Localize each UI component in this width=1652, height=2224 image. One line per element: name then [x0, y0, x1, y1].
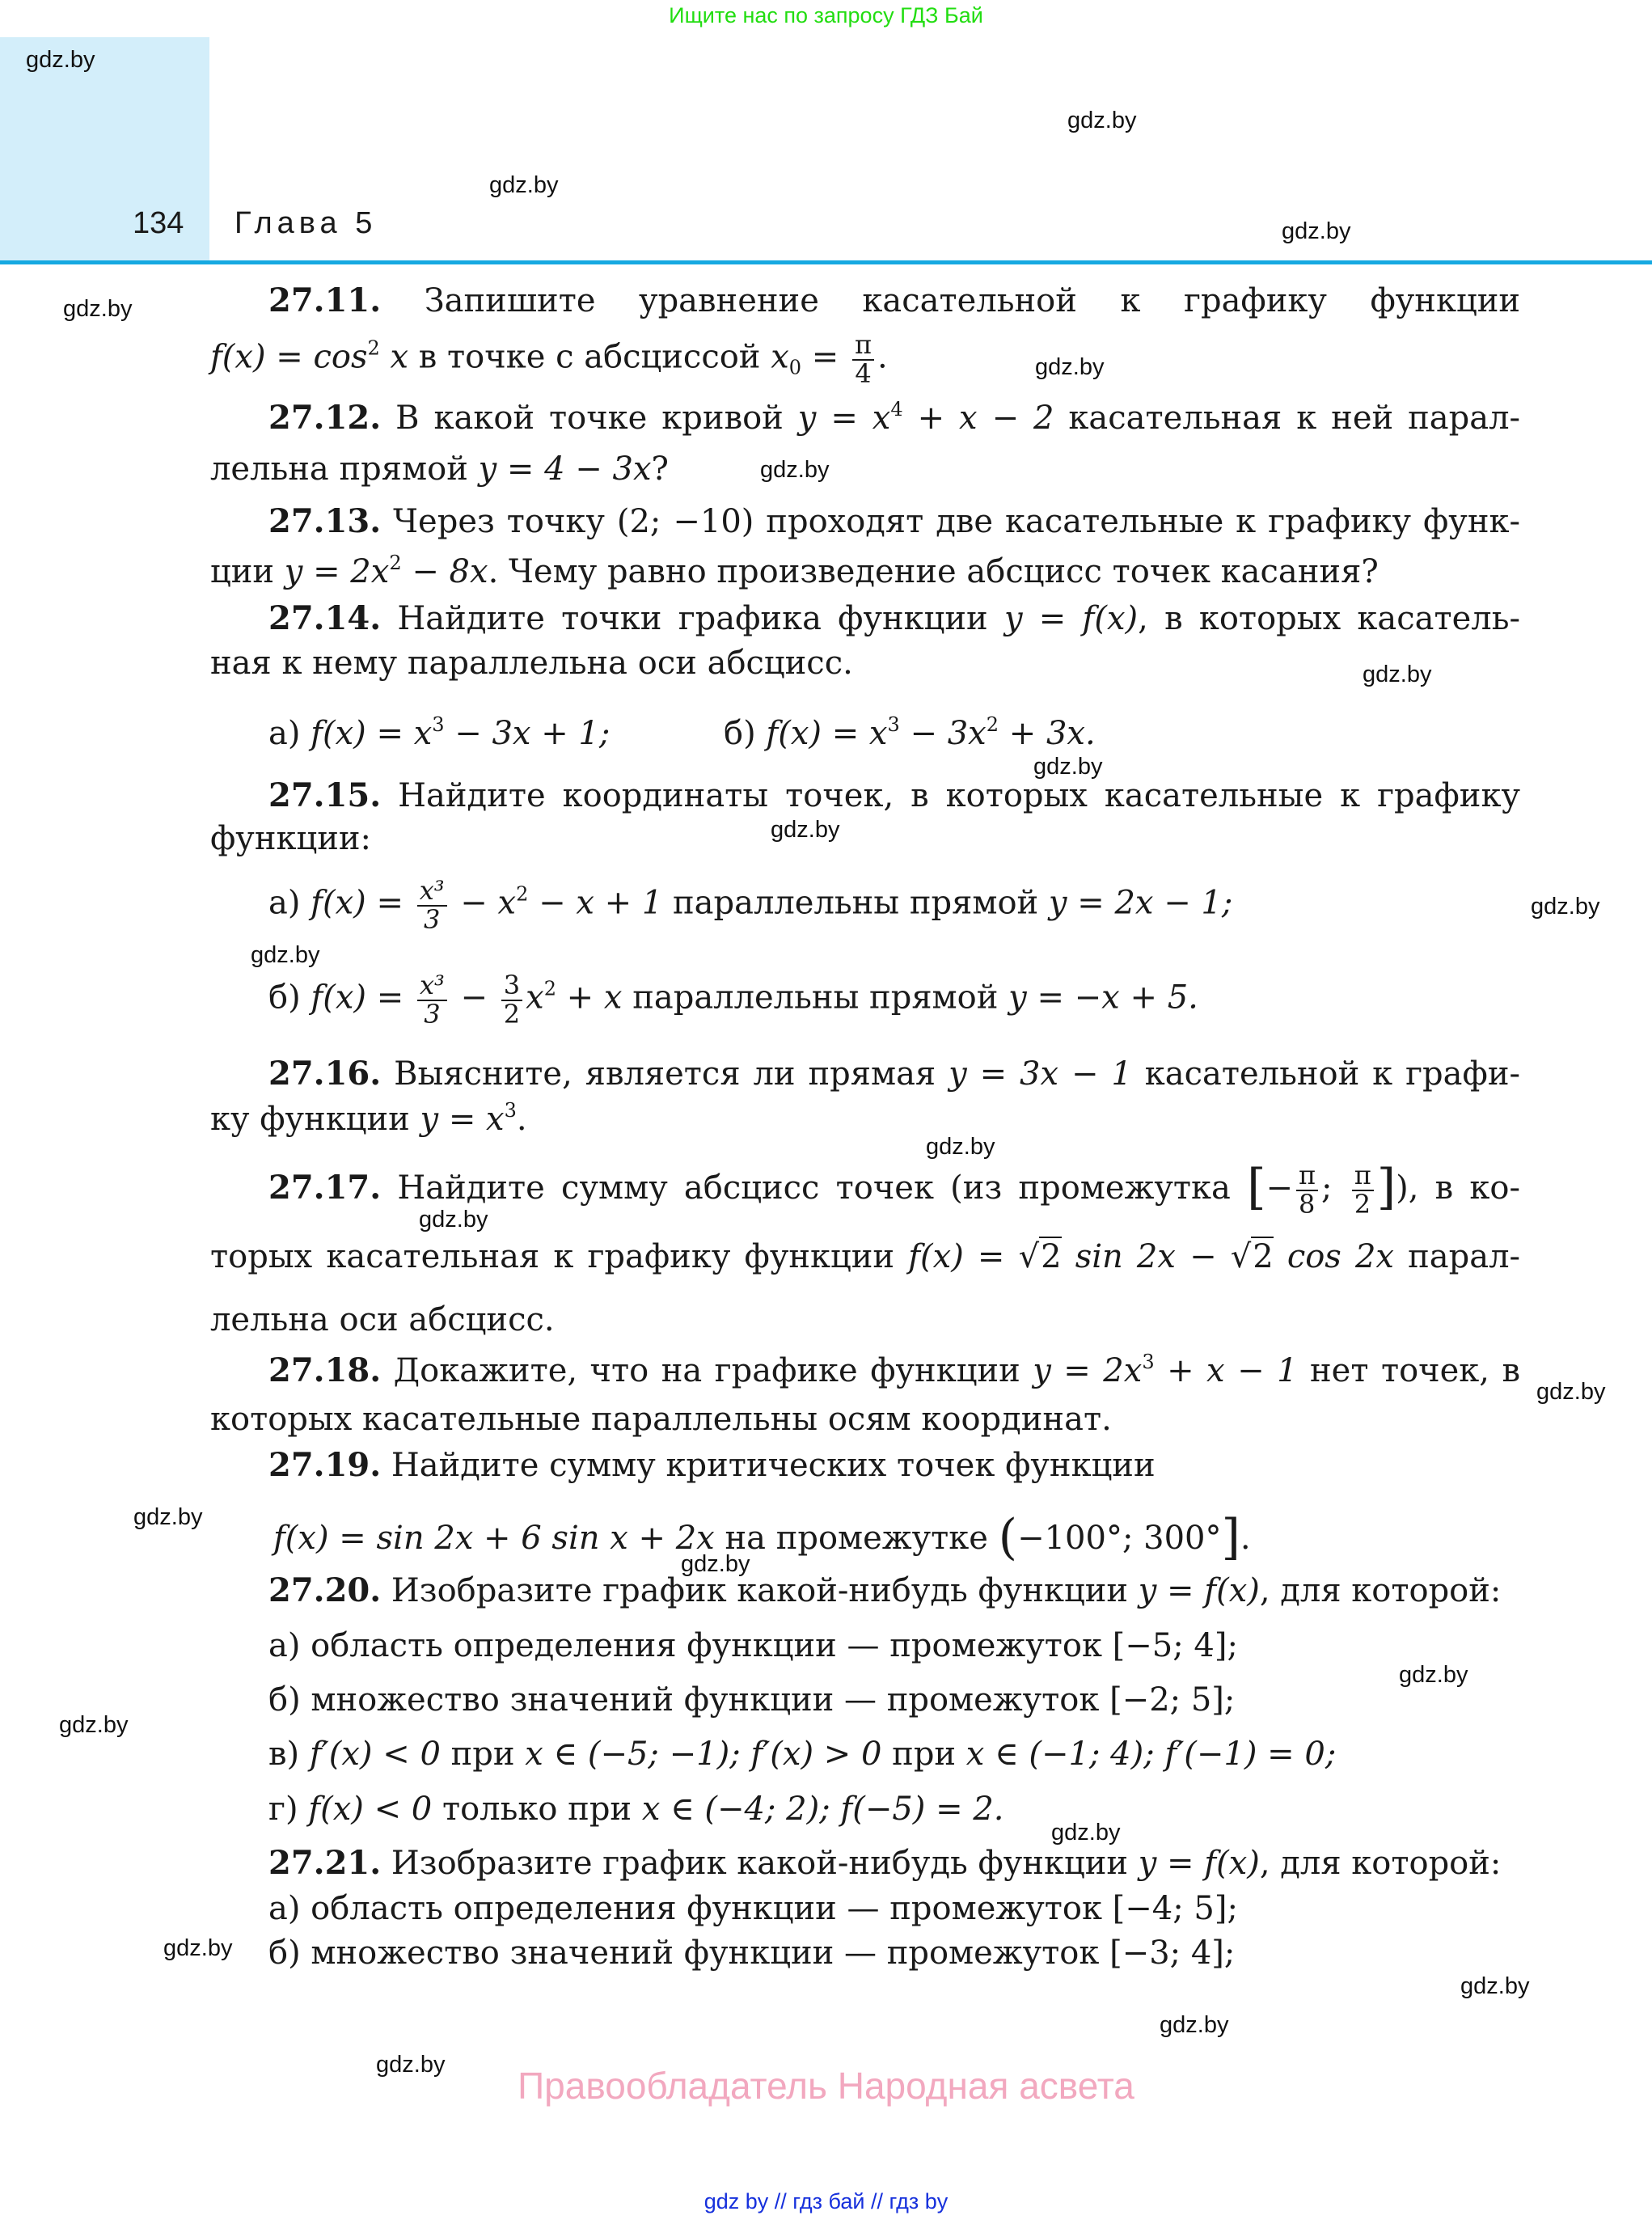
- math: f(x) = sin 2x + 6 sin x + 2x: [273, 1520, 715, 1557]
- watermark: gdz.by: [1051, 1820, 1121, 1846]
- watermark: gdz.by: [1536, 1379, 1606, 1405]
- problem-27-13-line2: [210, 554, 1379, 590]
- watermark: gdz.by: [760, 457, 830, 483]
- math: x: [526, 979, 544, 1017]
- denominator: 3: [423, 903, 441, 935]
- watermark: gdz.by: [63, 296, 133, 322]
- math: 3: [504, 1099, 517, 1122]
- problem-27-21: [210, 1846, 1501, 1881]
- numerator: 3: [501, 972, 522, 1001]
- math: y = 2x: [284, 553, 390, 590]
- problem-number: 27.14.: [268, 599, 382, 637]
- math: y = 2x − 1;: [1048, 884, 1233, 922]
- watermark: gdz.by: [376, 2052, 446, 2078]
- problem-text: Найдите координаты точек, в которых касательные к графику: [381, 777, 1520, 814]
- problem-27-15: [210, 778, 1520, 814]
- math: y = f(x): [1138, 1845, 1260, 1882]
- math: sin 2x − √: [1061, 1238, 1252, 1275]
- math: ;: [1321, 1169, 1349, 1207]
- math: x ∈ (−5; −1); f′(x) > 0: [525, 1736, 882, 1773]
- math: f(x) = √: [908, 1238, 1040, 1275]
- denominator: 3: [424, 998, 441, 1030]
- problem-text: ции: [210, 553, 285, 590]
- fraction: [852, 329, 874, 389]
- math: f′(x) < 0: [309, 1736, 441, 1773]
- math: 3: [887, 713, 900, 736]
- problem-text: только при: [432, 1791, 642, 1828]
- math: 2: [367, 336, 380, 360]
- math: ]: [1376, 1159, 1396, 1216]
- problem-text: Выясните, является ли прямая: [381, 1055, 949, 1093]
- denominator: 2: [1354, 1189, 1371, 1220]
- watermark: gdz.by: [1035, 354, 1105, 380]
- math: + x − 1: [1154, 1352, 1298, 1389]
- math: x ∈ (−4; 2); f(−5) = 2.: [641, 1791, 1004, 1828]
- problem-text: параллельны прямой: [622, 979, 1009, 1017]
- math: −: [450, 979, 498, 1017]
- problem-text: . Чему равно произведение абсцисс точек касания?: [488, 553, 1379, 590]
- search-banner: Ищите нас по запросу ГДЗ Бай: [669, 3, 983, 27]
- math: y = f(x): [1003, 600, 1139, 637]
- problem-27-12-line2: [210, 451, 669, 487]
- problem-27-14: [210, 601, 1520, 636]
- item-label: б): [724, 715, 767, 752]
- problem-text: Запишите уравнение касательной к графику функции: [424, 282, 1521, 319]
- problem-27-20: [210, 1573, 1501, 1609]
- problem-27-15-b: [268, 972, 1198, 1028]
- problem-27-11-line2: [210, 329, 888, 389]
- page-number: 134: [133, 206, 184, 240]
- problem-27-15-a: [268, 877, 1232, 933]
- problem-27-18: [210, 1353, 1520, 1389]
- math: x ∈ (−1; 4); f′(−1) = 0;: [965, 1736, 1337, 1773]
- item-label: б): [268, 979, 311, 1017]
- math: − 8x: [401, 553, 488, 590]
- watermark: gdz.by: [163, 1935, 233, 1961]
- watermark: gdz.by: [1363, 662, 1432, 687]
- problem-text: нет точек, в: [1297, 1352, 1520, 1389]
- problem-text: при: [881, 1736, 966, 1773]
- math: − x: [450, 884, 517, 922]
- problem-text: .: [516, 1101, 527, 1138]
- problem-27-14-b: [724, 713, 1096, 752]
- problem-27-20-c: [268, 1736, 1336, 1772]
- problem-number: 27.21.: [268, 1844, 382, 1882]
- problem-text: ная к нему параллельна оси абсцисс.: [210, 645, 853, 682]
- watermark: gdz.by: [1160, 2012, 1229, 2038]
- watermark: gdz.by: [1460, 1973, 1530, 1999]
- problem-text: Докажите, что на графике функции: [381, 1352, 1033, 1389]
- problem-text: Найдите сумму абсцисс точек (из промежутка: [381, 1169, 1248, 1207]
- problem-27-20-a: а) область определения функции — промежуток [−5; 4];: [268, 1627, 1238, 1664]
- footer-links[interactable]: gdz by // гдз бай // гдз by: [703, 2189, 949, 2213]
- problem-text: функции:: [210, 820, 372, 857]
- math: 0: [788, 356, 802, 379]
- denominator: 4: [855, 357, 872, 389]
- math: −: [1265, 1169, 1294, 1207]
- problem-text: при: [440, 1736, 526, 1773]
- math: 2: [1041, 1238, 1062, 1275]
- math: f(x) =: [311, 884, 414, 922]
- problem-27-14-line2: [210, 645, 853, 681]
- fraction: [1352, 1162, 1374, 1218]
- math: x: [379, 338, 409, 376]
- numerator: π: [1352, 1162, 1374, 1191]
- math: + x: [556, 979, 623, 1017]
- watermark: gdz.by: [1282, 218, 1351, 244]
- problem-number: 27.12.: [268, 399, 382, 437]
- problem-27-21-a: а) область определения функции — промежуток [−4; 5];: [268, 1890, 1238, 1927]
- item-label: а): [268, 715, 311, 752]
- math: ]: [1221, 1509, 1240, 1566]
- numerator: x³: [417, 972, 447, 1001]
- math: − 3x: [899, 715, 987, 752]
- problem-27-21-b: б) множество значений функции — промежуток [−3; 4];: [268, 1934, 1236, 1972]
- math: 2: [516, 882, 529, 906]
- problem-27-17: [210, 1161, 1520, 1219]
- denominator: 2: [503, 998, 521, 1030]
- problem-text: , для которой:: [1259, 1572, 1502, 1609]
- watermark: gdz.by: [1531, 894, 1600, 920]
- math: (: [998, 1509, 1018, 1566]
- problem-text: на промежутке: [714, 1520, 999, 1557]
- problem-number: 27.15.: [268, 776, 382, 814]
- problem-number: 27.17.: [268, 1169, 382, 1207]
- problem-27-14-a: [268, 713, 611, 752]
- math: x: [771, 338, 789, 376]
- math: 3: [432, 713, 445, 736]
- problem-27-16: [210, 1056, 1520, 1092]
- numerator: π: [852, 332, 874, 361]
- problem-27-11: [210, 283, 1520, 319]
- item-label: а): [268, 884, 311, 922]
- math: 3: [1142, 1351, 1155, 1373]
- problem-text: Изобразите график какой-нибудь функции: [381, 1845, 1139, 1882]
- watermark: gdz.by: [59, 1712, 129, 1738]
- fraction: [417, 877, 447, 933]
- math: f(x) = x: [766, 715, 888, 752]
- problem-text: .: [877, 338, 888, 376]
- problem-text: лельна оси абсцисс.: [210, 1301, 555, 1338]
- math: − x + 1: [528, 884, 663, 922]
- watermark: gdz.by: [26, 47, 95, 73]
- math: 2: [1253, 1238, 1274, 1275]
- math: + x − 2: [902, 400, 1054, 437]
- watermark: gdz.by: [1399, 1662, 1468, 1688]
- watermark: gdz.by: [489, 172, 559, 198]
- problem-number: 27.11.: [268, 281, 382, 319]
- problem-number: 27.19.: [268, 1446, 382, 1484]
- math: 2: [986, 713, 999, 736]
- math: f(x) = cos: [210, 338, 368, 376]
- problem-27-17-line2: [210, 1239, 1520, 1275]
- problem-27-12: [210, 400, 1520, 436]
- header-rule: [0, 260, 1652, 264]
- problem-27-19-line2: [273, 1511, 1251, 1564]
- math: y = −x + 5.: [1008, 979, 1198, 1017]
- math: y = f(x): [1138, 1572, 1260, 1609]
- problem-text: , для которой:: [1259, 1845, 1502, 1882]
- math: y = 4 − 3x: [478, 450, 652, 488]
- fraction: [1296, 1162, 1318, 1218]
- problem-text: касательная к ней парал-: [1054, 400, 1520, 437]
- problem-27-18-line2: [210, 1402, 1112, 1437]
- problem-text: Найдите точки графика функции: [381, 600, 1004, 637]
- chapter-title: Глава 5: [234, 206, 378, 240]
- copyright-notice: Правообладатель Народная асвета: [518, 2065, 1134, 2107]
- problem-text: парал-: [1393, 1238, 1521, 1275]
- math: f(x) < 0: [308, 1791, 433, 1828]
- math: [: [1247, 1159, 1266, 1216]
- problem-number: 27.20.: [268, 1571, 382, 1609]
- problem-27-20-b: б) множество значений функции — промежуток [−2; 5];: [268, 1681, 1236, 1719]
- problem-text: в точке с абсциссой: [408, 338, 771, 376]
- math: y = 3x − 1: [949, 1055, 1132, 1093]
- math: + 3x.: [999, 715, 1096, 752]
- watermark: gdz.by: [133, 1504, 203, 1530]
- numerator: π: [1296, 1162, 1318, 1191]
- problem-text: В какой точке кривой: [381, 400, 798, 437]
- math: y = x: [797, 400, 891, 437]
- watermark: gdz.by: [926, 1134, 995, 1160]
- fraction: [501, 972, 522, 1028]
- watermark: gdz.by: [1067, 108, 1137, 133]
- problem-text: ку функции: [210, 1101, 420, 1138]
- problem-text: ?: [651, 450, 669, 488]
- math: =: [801, 338, 849, 376]
- watermark: gdz.by: [419, 1207, 488, 1233]
- problem-text: торых касательная к графику функции: [210, 1238, 909, 1275]
- problem-text: , в которых касатель-: [1138, 600, 1520, 637]
- problem-text: Найдите сумму критических точек функции: [381, 1447, 1156, 1484]
- problem-text: параллельны прямой: [662, 884, 1049, 922]
- problem-text: .: [1240, 1520, 1251, 1557]
- math: −100°; 300°: [1017, 1520, 1222, 1557]
- problem-27-20-d: [268, 1791, 1004, 1827]
- math: 4: [890, 398, 903, 421]
- math: − 3x + 1;: [444, 715, 611, 752]
- problem-27-13: [210, 504, 1520, 539]
- item-label: в): [268, 1736, 310, 1773]
- watermark: gdz.by: [771, 817, 840, 843]
- math: 2: [543, 977, 556, 1000]
- problem-text: ), в ко-: [1396, 1169, 1520, 1207]
- problem-27-16-line2: [210, 1101, 527, 1137]
- math: cos 2x: [1273, 1238, 1394, 1275]
- math: y = 2x: [1033, 1352, 1143, 1389]
- denominator: 8: [1299, 1189, 1316, 1220]
- watermark: gdz.by: [681, 1551, 750, 1577]
- watermark: gdz.by: [1033, 754, 1103, 780]
- problem-text: которых касательные параллельны осям координат.: [210, 1401, 1112, 1438]
- problem-text: Через точку (2; −10) проходят две касательные к графику функ-: [381, 503, 1520, 540]
- watermark: gdz.by: [251, 942, 320, 968]
- problem-number: 27.13.: [268, 502, 382, 540]
- problem-27-19: [210, 1448, 1156, 1483]
- problem-27-17-line3: [210, 1302, 555, 1338]
- numerator: x³: [417, 877, 447, 907]
- math: f(x) = x: [311, 715, 433, 752]
- math: y = x: [420, 1101, 505, 1138]
- problem-text: Изобразите график какой-нибудь функции: [381, 1572, 1139, 1609]
- problem-number: 27.18.: [268, 1351, 382, 1389]
- problem-text: лельна прямой: [210, 450, 479, 488]
- fraction: [417, 972, 447, 1028]
- math: f(x) =: [311, 979, 414, 1017]
- problem-text: касательной к графи-: [1131, 1055, 1520, 1093]
- math: 2: [389, 552, 402, 574]
- item-label: г): [268, 1791, 309, 1828]
- problem-27-15-line2: [210, 821, 371, 856]
- problem-number: 27.16.: [268, 1055, 382, 1093]
